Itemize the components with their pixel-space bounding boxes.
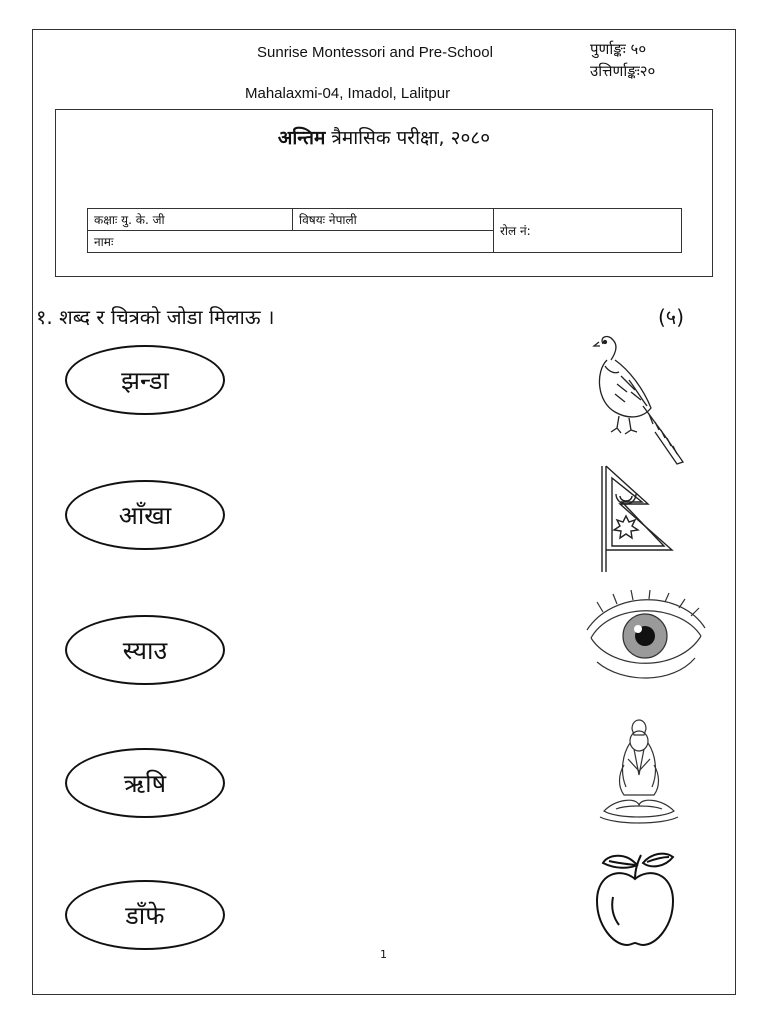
marks-block	[590, 38, 655, 82]
student-info-table	[87, 208, 682, 253]
exam-title-rest: त्रैमासिक परीक्षा, २०८०	[325, 127, 491, 149]
exam-header-box	[55, 109, 713, 277]
word-oval-5: डाँफे	[65, 880, 225, 950]
sage-icon	[596, 715, 682, 829]
question-marks: (५)	[658, 305, 685, 329]
word-oval-3: स्याउ	[65, 615, 225, 685]
eye-icon	[583, 590, 708, 685]
nepal-flag-icon	[596, 462, 678, 576]
pass-marks: उत्तिर्णाङ्कः२०	[590, 62, 656, 80]
question-text: १. शब्द र चित्रको जोडा मिलाऊ ।	[36, 305, 275, 329]
word-oval-4: ऋषि	[65, 748, 225, 818]
roll-number-cell: रोल नं:	[494, 209, 682, 253]
word-oval-1: झन्डा	[65, 345, 225, 415]
class-cell: कक्षाः यु. के. जी	[88, 209, 293, 231]
school-name: Sunrise Montessori and Pre-School	[257, 44, 493, 61]
page-number: 1	[380, 948, 387, 961]
apple-icon	[585, 845, 685, 950]
word-oval-2: आँखा	[65, 480, 225, 550]
exam-title	[56, 124, 712, 150]
subject-cell: विषयः नेपाली	[293, 209, 494, 231]
pheasant-icon	[585, 332, 690, 467]
name-cell: नामः	[88, 231, 494, 253]
full-marks: पुर्णाङ्कः ५०	[590, 40, 647, 58]
school-address: Mahalaxmi-04, Imadol, Lalitpur	[245, 85, 451, 102]
exam-title-bold: अन्तिम	[277, 127, 326, 149]
